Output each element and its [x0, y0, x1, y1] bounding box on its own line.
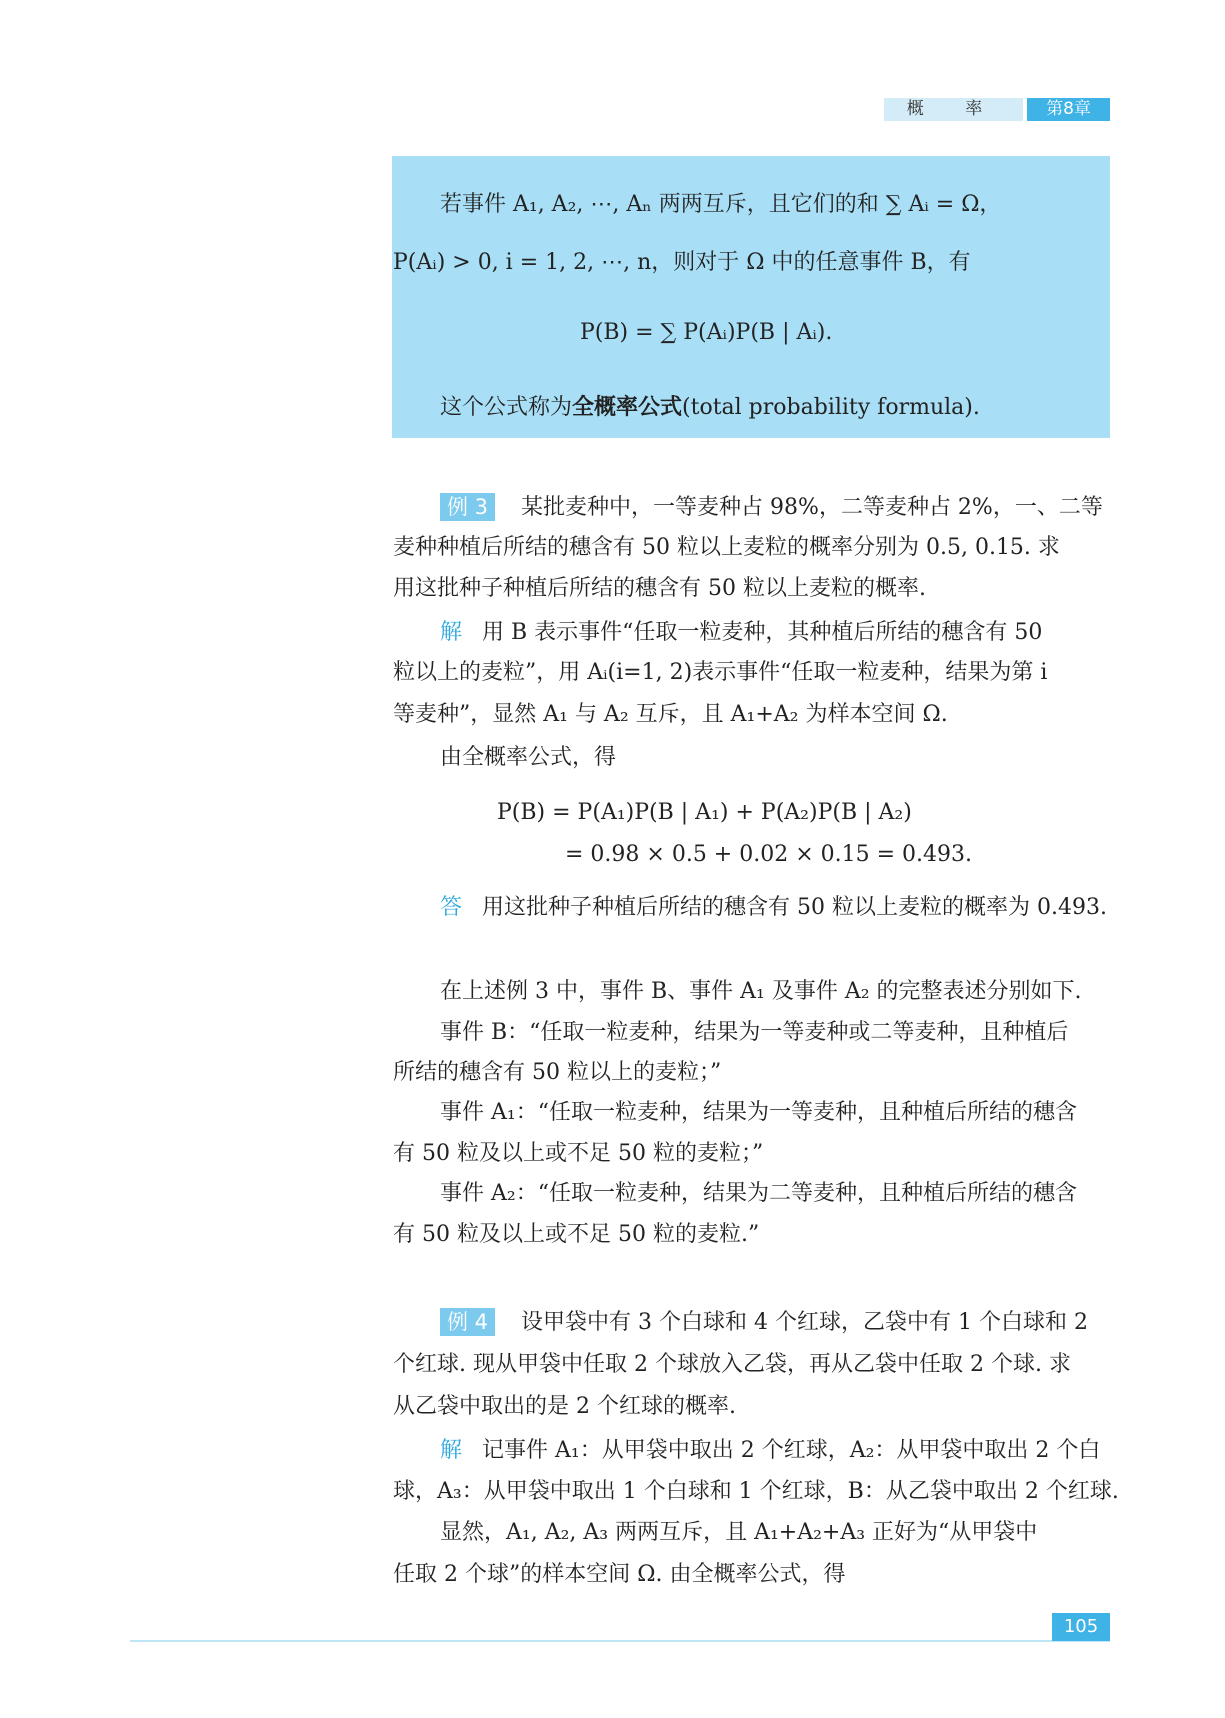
chapter-label: 第8章: [1027, 98, 1110, 121]
section-title: 概 率: [884, 98, 1023, 121]
example-4-question: [440, 1308, 1088, 1338]
example-3-s3: 等麦种”，显然 A₁ 与 A₂ 互斥，且 A₁+A₂ 为样本空间 Ω.: [393, 702, 948, 727]
note-line-6: 事件 A₂：“任取一粒麦种，结果为二等麦种，且种植后所结的穗含: [440, 1181, 1077, 1206]
example-4-q2: 个红球. 现从甲袋中任取 2 个球放入乙袋，再从乙袋中任取 2 个球. 求: [393, 1352, 1071, 1377]
example-4-s2: 球，A₃：从甲袋中取出 1 个白球和 1 个红球，B：从乙袋中取出 2 个红球.: [393, 1479, 1119, 1504]
theorem-text: 这个公式称为: [440, 395, 573, 420]
example-3-q2: 麦种种植后所结的穗含有 50 粒以上麦粒的概率分别为 0.5, 0.15. 求: [393, 535, 1060, 560]
example-3-s2: 粒以上的麦粒”，用 Aᵢ(i=1, 2)表示事件“任取一粒麦种，结果为第 i: [393, 660, 1048, 685]
example-4-q3: 从乙袋中取出的是 2 个红球的概率.: [393, 1394, 736, 1419]
example-4-tag: 例 4: [440, 1308, 495, 1336]
example-4-q1: 设甲袋中有 3 个白球和 4 个红球，乙袋中有 1 个白球和 2: [521, 1310, 1088, 1335]
theorem-formula: P(B) = ∑ P(Aᵢ)P(B | Aᵢ).: [580, 320, 833, 345]
example-4-s4: 任取 2 个球”的样本空间 Ω. 由全概率公式，得: [393, 1562, 846, 1587]
example-3-formula-1: P(B) = P(A₁)P(B | A₁) + P(A₂)P(B | A₂): [497, 800, 912, 825]
theorem-line-1: 若事件 A₁, A₂, ⋯, Aₙ 两两互斥，且它们的和 ∑ Aᵢ = Ω，: [440, 192, 1002, 217]
theorem-term-en: (total probability formula).: [682, 395, 980, 420]
page-number: 105: [1052, 1613, 1110, 1641]
example-3-q3: 用这批种子种植后所结的穗含有 50 粒以上麦粒的概率.: [393, 576, 926, 601]
example-4-s3: 显然，A₁, A₂, A₃ 两两互斥，且 A₁+A₂+A₃ 正好为“从甲袋中: [440, 1520, 1038, 1545]
example-3-s1: 用 B 表示事件“任取一粒麦种，其种植后所结的穗含有 50: [482, 620, 1043, 645]
note-line-3: 所结的穗含有 50 粒以上的麦粒；”: [393, 1060, 722, 1085]
example-3-formula-2: = 0.98 × 0.5 + 0.02 × 0.15 = 0.493.: [565, 842, 973, 867]
note-line-4: 事件 A₁：“任取一粒麦种，结果为一等麦种，且种植后所结的穗含: [440, 1100, 1077, 1125]
theorem-line-4: [440, 393, 980, 423]
example-3-question: [440, 493, 1103, 523]
example-4-solution: [440, 1436, 1100, 1466]
example-3-s4: 由全概率公式，得: [440, 745, 617, 770]
answer-label: 答: [440, 895, 463, 920]
footer-rule: [130, 1640, 1110, 1642]
note-line-2: 事件 B：“任取一粒麦种，结果为一等麦种或二等麦种，且种植后: [440, 1020, 1069, 1045]
theorem-term: 全概率公式: [572, 395, 683, 420]
example-4-s1: 记事件 A₁：从甲袋中取出 2 个红球，A₂：从甲袋中取出 2 个白: [482, 1438, 1101, 1463]
example-3-answer-text: 用这批种子种植后所结的穗含有 50 粒以上麦粒的概率为 0.493.: [482, 895, 1107, 920]
example-3-answer: [440, 893, 1107, 923]
note-line-5: 有 50 粒及以上或不足 50 粒的麦粒；”: [393, 1141, 764, 1166]
note-line-7: 有 50 粒及以上或不足 50 粒的麦粒.”: [393, 1222, 760, 1247]
note-line-1: 在上述例 3 中，事件 B、事件 A₁ 及事件 A₂ 的完整表述分别如下.: [440, 979, 1082, 1004]
example-3-q1: 某批麦种中，一等麦种占 98%，二等麦种占 2%，一、二等: [521, 495, 1103, 520]
example-3-tag: 例 3: [440, 493, 495, 521]
running-header: [884, 98, 1110, 121]
theorem-line-2: P(Aᵢ) > 0, i = 1, 2, ⋯, n，则对于 Ω 中的任意事件 B，有: [393, 250, 971, 275]
solution-label: 解: [440, 620, 463, 645]
solution-label-2: 解: [440, 1438, 463, 1463]
example-3-solution: [440, 618, 1042, 648]
